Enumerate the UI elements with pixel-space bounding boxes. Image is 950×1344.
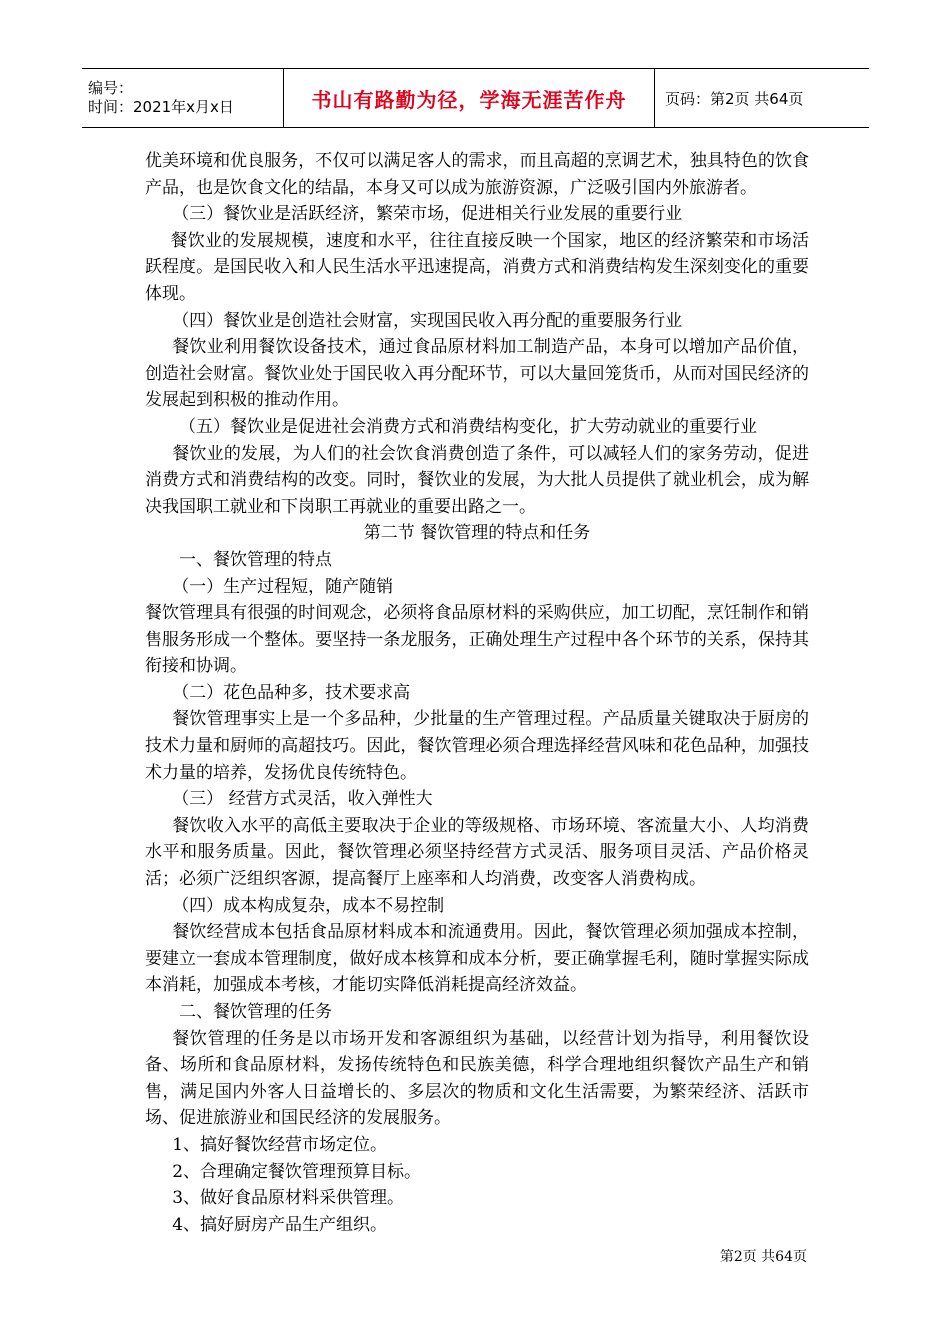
paragraph: 餐饮业利用餐饮设备技术，通过食品原材料加工制造产品，本身可以增加产品价值，创造社会财富。餐饮业处于国民收入再分配环节，可以大量回笼货币，从而对国民经济的发展起到积极的推动作用。 [145, 337, 809, 411]
list-item: 1、搞好餐饮经营市场定位。 [172, 1134, 388, 1155]
page-footer: 第2页 共64页 [719, 1249, 807, 1265]
section-heading: 二、餐饮管理的任务 [179, 1002, 332, 1022]
header-page-number: 页码：第2页 共64页 [665, 89, 804, 108]
subsection-heading: （三） 经营方式灵活，收入弹性大 [172, 789, 433, 810]
section-heading: （四）餐饮业是创造社会财富，实现国民收入再分配的重要服务行业 [172, 310, 683, 331]
header-motto: 书山有路勤为径，学海无涯苦作舟 [284, 69, 655, 127]
document-time: 时间：2021年x月x日 [88, 98, 234, 116]
paragraph: 餐饮管理事实上是一个多品种，少批量的生产管理过程。产品质量关键取决于厨房的技术力量和厨师的高超技巧。因此，餐饮管理必须合理选择经营风味和花色品种，加强技术力量的培养，发扬优良传统特色。 [145, 709, 809, 783]
document-body [145, 148, 809, 1238]
subsection-heading: （二）花色品种多，技术要求高 [172, 682, 411, 703]
paragraph: 餐饮收入水平的高低主要取决于企业的等级规格、市场环境、客流量大小、人均消费水平和服务质量。因此，餐饮管理必须坚持经营方式灵活、服务项目灵活、产品价格灵活；必须广泛组织客源，提高餐厅上座率和人均消费，改变客人消费构成。 [145, 815, 809, 890]
chapter-title: 第二节 餐饮管理的特点和任务 [363, 523, 591, 544]
section-heading: 一、餐饮管理的特点 [179, 549, 332, 570]
paragraph: 餐饮经营成本包括食品原材料成本和流通费用。因此，餐饮管理必须加强成本控制，要建立一套成本管理制度，做好成本核算和成本分析，要正确掌握毛利，随时掌握实际成本消耗，加强成本考核，才能切实降低消耗提高经济效益。 [145, 922, 809, 996]
list-item: 2、合理确定餐饮管理预算目标。 [172, 1161, 422, 1182]
subsection-heading: （一）生产过程短，随产随销 [172, 576, 394, 597]
paragraph: 餐饮业的发展，为人们的社会饮食消费创造了条件，可以减轻人们的家务劳动，促进消费方式和消费结构的改变。同时，餐饮业的发展，为大批人员提供了就业机会，成为解决我国职工就业和下岗职工再就业的重要出路之一。 [145, 443, 809, 517]
header-meta [82, 69, 284, 127]
subsection-heading: （四）成本构成复杂，成本不易控制 [172, 895, 445, 916]
list-item: 4、搞好厨房产品生产组织。 [172, 1214, 388, 1235]
paragraph: 餐饮业的发展规模，速度和水平，往往直接反映一个国家，地区的经济繁荣和市场活跃程度。是国民收入和人民生活水平迅速提高，消费方式和消费结构发生深刻变化的重要体现。 [145, 230, 809, 304]
paragraph: 优美环境和优良服务，不仅可以满足客人的需求，而且高超的烹调艺术，独具特色的饮食产品，也是饮食文化的结晶，本身又可以成为旅游资源，广泛吸引国内外旅游者。 [145, 151, 809, 198]
document-code: 编号： [88, 79, 134, 97]
section-heading: （五）餐饮业是促进社会消费方式和消费结构变化，扩大劳动就业的重要行业 [179, 416, 757, 437]
list-item: 3、做好食品原材料采供管理。 [172, 1188, 405, 1209]
paragraph: 餐饮管理具有很强的时间观念，必须将食品原材料的采购供应，加工切配，烹饪制作和销售服务形成一个整体。要坚持一条龙服务，正确处理生产过程中各个环节的关系，保持其衔接和协调。 [145, 603, 809, 677]
page-header [82, 68, 869, 128]
paragraph: 餐饮管理的任务是以市场开发和客源组织为基础，以经营计划为指导，利用餐饮设备、场所和食品原材料，发扬传统特色和民族美德，科学合理地组织餐饮产品生产和销售，满足国内外客人日益增长的、多层次的物质和文化生活需要，为繁荣经济、活跃市场、促进旅游业和国民经济的发展服务。 [145, 1028, 809, 1129]
section-heading: （三）餐饮业是活跃经济，繁荣市场，促进相关行业发展的重要行业 [172, 204, 683, 225]
